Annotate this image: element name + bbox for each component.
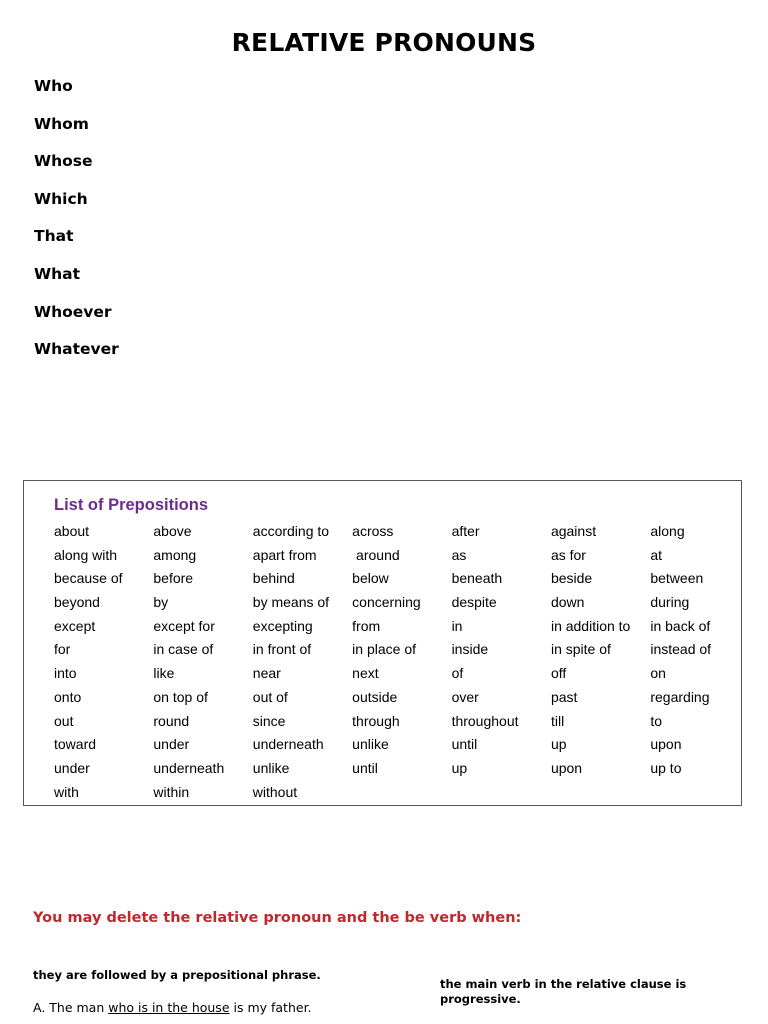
preposition-cell: of xyxy=(451,665,464,682)
preposition-cell: beneath xyxy=(451,570,503,587)
preposition-cell: above xyxy=(153,523,192,539)
preposition-cell: among xyxy=(153,546,197,563)
pronoun-item: Whoever xyxy=(34,302,112,321)
preposition-cell: next xyxy=(352,665,379,682)
preposition-cell: in back of xyxy=(650,617,711,634)
preposition-cell: until xyxy=(451,736,478,753)
preposition-cell: regarding xyxy=(650,688,710,705)
preposition-cell: up to xyxy=(650,759,682,776)
preposition-cell: over xyxy=(451,688,479,705)
preposition-cell xyxy=(452,782,551,806)
preposition-cell: into xyxy=(54,665,77,682)
preposition-cell: since xyxy=(252,712,286,729)
preposition-cell: because of xyxy=(54,570,123,587)
deletion-note: You may delete the relative pronoun and the be verb when: xyxy=(33,910,522,926)
prepositions-grid xyxy=(54,521,750,805)
preposition-cell: as xyxy=(451,546,467,563)
preposition-cell: near xyxy=(252,665,281,682)
pronoun-list xyxy=(34,76,119,377)
pronoun-item: What xyxy=(34,264,81,283)
preposition-cell: except xyxy=(54,617,96,634)
preposition-cell: past xyxy=(550,688,578,705)
preposition-cell: under xyxy=(153,736,190,753)
preposition-cell xyxy=(551,782,650,806)
preposition-cell: out xyxy=(54,712,74,729)
preposition-cell: inside xyxy=(451,641,489,658)
prepositions-box xyxy=(23,480,742,806)
preposition-cell: despite xyxy=(451,594,497,611)
example-underlined: who is in the house xyxy=(108,1000,230,1015)
pronoun-item: Whom xyxy=(34,114,89,133)
preposition-cell: along xyxy=(650,523,685,539)
preposition-cell: apart from xyxy=(252,546,317,563)
example-suffix: is my father. xyxy=(229,1000,312,1015)
preposition-cell: round xyxy=(153,712,190,729)
preposition-cell: down xyxy=(550,594,585,611)
preposition-cell: onto xyxy=(54,688,82,705)
pronoun-item: Whatever xyxy=(34,340,119,359)
preposition-cell xyxy=(352,782,451,806)
preposition-cell: except for xyxy=(153,617,215,634)
pronoun-item: That xyxy=(34,227,74,246)
pronoun-item: Whose xyxy=(34,152,93,171)
preposition-cell: after xyxy=(451,523,480,539)
preposition-cell: upon xyxy=(650,736,682,753)
preposition-cell: beyond xyxy=(54,594,100,611)
preposition-cell: before xyxy=(153,570,194,587)
preposition-cell: within xyxy=(153,783,190,800)
preposition-cell: concerning xyxy=(352,594,421,611)
preposition-cell: underneath xyxy=(252,736,324,753)
preposition-cell: like xyxy=(153,665,175,682)
preposition-cell: as for xyxy=(550,546,586,563)
preposition-cell: underneath xyxy=(153,759,225,776)
preposition-cell: outside xyxy=(352,688,398,705)
preposition-cell: against xyxy=(550,523,597,539)
preposition-cell: upon xyxy=(550,759,583,776)
left-heading: they are followed by a prepositional phrase. xyxy=(33,968,321,982)
preposition-cell: on top of xyxy=(153,688,208,705)
prepositions-title: List of Prepositions xyxy=(54,496,209,514)
preposition-cell: up xyxy=(550,736,567,753)
preposition-cell: excepting xyxy=(252,617,313,634)
example-prefix: A. The man xyxy=(33,1000,109,1015)
preposition-cell: instead of xyxy=(650,641,712,658)
page-title: RELATIVE PRONOUNS xyxy=(231,28,537,57)
preposition-cell: at xyxy=(650,546,663,563)
preposition-cell: below xyxy=(352,570,389,587)
right-heading: the main verb in the relative clause is progressive. xyxy=(440,977,687,1006)
example-sentence xyxy=(33,1000,312,1015)
preposition-cell: in xyxy=(451,617,463,634)
preposition-cell: till xyxy=(550,712,565,729)
preposition-cell: in case of xyxy=(153,641,214,658)
preposition-cell: during xyxy=(650,594,690,611)
preposition-cell: unlike xyxy=(352,736,389,753)
pronoun-item: Which xyxy=(34,189,88,208)
preposition-cell: in place of xyxy=(352,641,416,658)
preposition-cell: unlike xyxy=(252,759,290,776)
preposition-cell: according to xyxy=(252,523,330,539)
preposition-cell: around xyxy=(352,546,400,563)
preposition-cell: in spite of xyxy=(550,641,611,658)
preposition-cell: toward xyxy=(54,736,97,753)
preposition-cell: for xyxy=(54,641,71,658)
preposition-cell: across xyxy=(352,523,394,539)
preposition-cell: about xyxy=(54,523,90,539)
preposition-cell: without xyxy=(252,783,298,800)
preposition-cell: through xyxy=(352,712,400,729)
preposition-cell: out of xyxy=(252,688,288,705)
preposition-cell: off xyxy=(550,665,567,682)
preposition-cell: along with xyxy=(54,546,118,563)
preposition-cell: to xyxy=(650,712,663,729)
pronoun-item: Who xyxy=(34,77,73,95)
preposition-cell: beside xyxy=(550,570,593,587)
preposition-cell: by means of xyxy=(252,594,330,611)
preposition-cell: under xyxy=(54,759,90,776)
preposition-cell: on xyxy=(650,665,666,682)
preposition-cell: up xyxy=(451,759,468,776)
preposition-cell: throughout xyxy=(451,712,519,729)
preposition-cell: between xyxy=(650,570,704,587)
preposition-cell: until xyxy=(352,759,378,776)
preposition-cell: in addition to xyxy=(550,617,631,634)
preposition-cell: behind xyxy=(252,570,295,587)
preposition-cell: by xyxy=(153,594,169,611)
preposition-cell: from xyxy=(352,617,381,634)
preposition-cell xyxy=(650,782,749,806)
preposition-cell: in front of xyxy=(252,641,312,658)
preposition-cell: with xyxy=(54,783,79,800)
